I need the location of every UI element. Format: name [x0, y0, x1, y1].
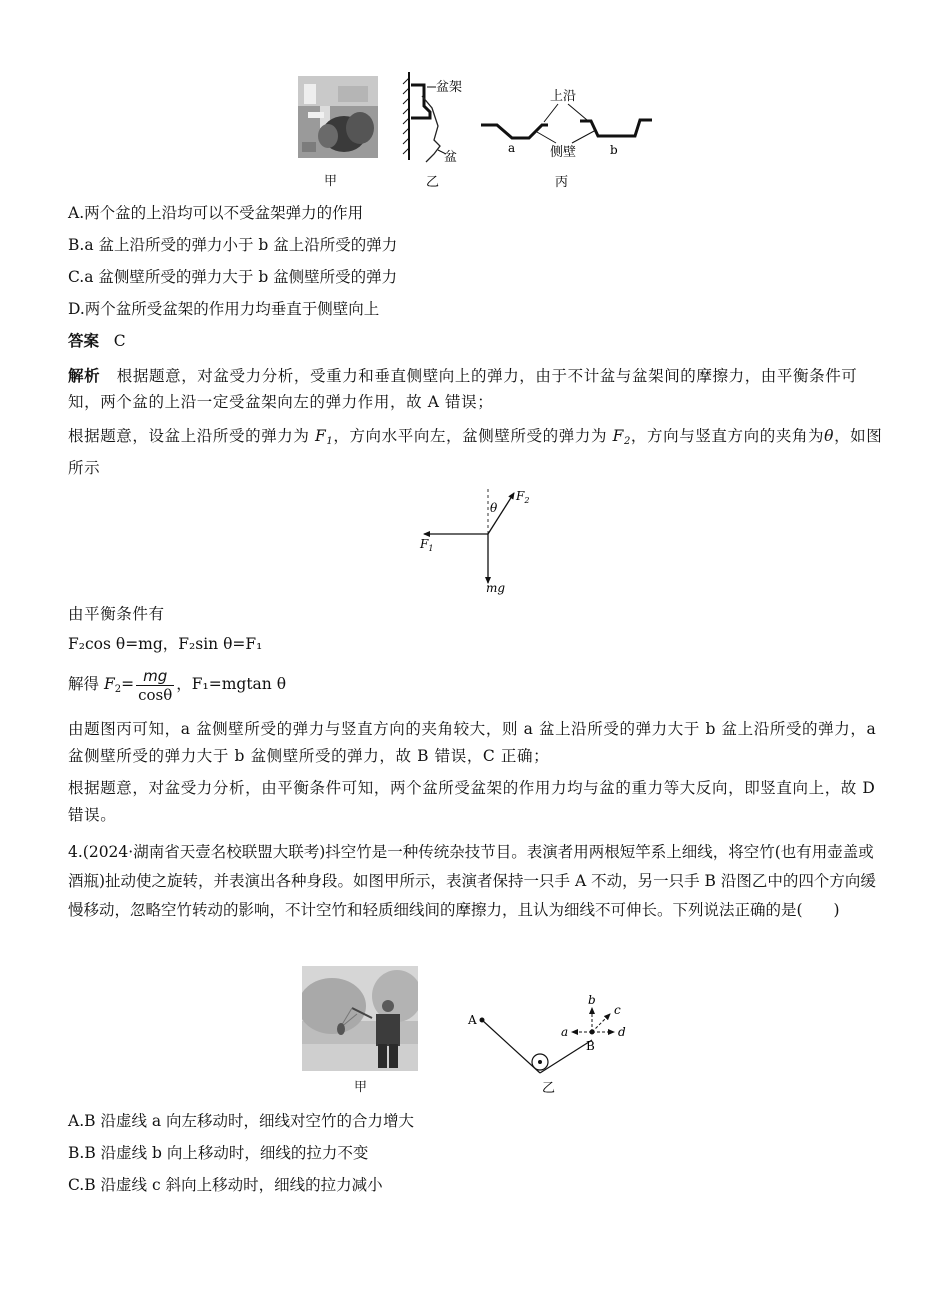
analysis-2b: ，方向水平向左，盆侧壁所受的弹力为: [333, 427, 613, 445]
solution-line: 解得 $F_2=$ $\frac{mg}{\cos\theta}$ ，F₁=mgtan θ: [68, 666, 287, 704]
label-d: d: [618, 1025, 626, 1039]
solve-prefix: 解得: [68, 675, 104, 693]
label-a: a: [561, 1025, 569, 1039]
hand-a-label: A: [468, 1013, 477, 1027]
analysis-label: 解析: [68, 367, 101, 385]
mg-label: mg: [486, 581, 506, 595]
analysis-text-1: 根据题意，对盆受力分析，受重力和垂直侧壁向上的弹力，由于不计盆与盆架间的摩擦力，由平衡条件可知，两个盆的上沿一定受盆架向左的弹力作用，故 A 错误；: [68, 367, 858, 411]
q3-option-a: A.两个盆的上沿均可以不受盆架弹力的作用: [68, 204, 364, 222]
q4-fig-yi-caption: 乙: [542, 1081, 556, 1095]
label-b: b: [588, 993, 596, 1007]
pot-rack-label: 盆架: [436, 80, 463, 95]
diabolo-diagram: [460, 990, 640, 1095]
string-right: [540, 1040, 592, 1073]
answer-value: C: [113, 332, 126, 350]
theta-label: θ: [490, 501, 498, 515]
q3-option-d: D.两个盆所受盆架的作用力均垂直于侧壁向上: [68, 300, 380, 318]
side-wall-label: 侧壁: [550, 145, 577, 160]
analysis-2c: ，方向与竖直方向的夹角为: [630, 427, 825, 445]
label-c: c: [614, 1003, 621, 1017]
f2-label: $F_2$: [516, 489, 530, 505]
theta-symbol: θ: [824, 427, 835, 445]
equation-1: F₂cos θ=mg，F₂sin θ=F₁: [68, 635, 263, 653]
fig-yi-caption: 乙: [426, 175, 440, 190]
fraction-denominator: cosθ: [138, 685, 173, 704]
solve-suffix: ，F₁=mgtan θ: [176, 675, 287, 693]
pot-b-profile: [580, 120, 652, 136]
balance-line: 由平衡条件有: [68, 605, 165, 623]
q3-analysis-3: 由题图丙可知，a 盆侧壁所受的弹力与竖直方向的夹角较大，则 a 盆上沿所受的弹力大于 b 盆上沿所受的弹力，a 盆侧壁所受的弹力大于 b 盆侧壁所受的弹力，故 B 错误，C 正确；: [68, 720, 877, 765]
q3-analysis-2: [68, 423, 883, 482]
flowerpot-photo-image: [298, 76, 378, 158]
diabolo-photo: [302, 966, 418, 1071]
f1-symbol: $F_1$: [315, 427, 334, 447]
pot-a-profile: [481, 125, 548, 138]
q3-analysis-4: 根据题意，对盆受力分析，由平衡条件可知，两个盆所受盆架的作用力均与盆的重力等大反向，即竖直向上，故 D 错误。: [68, 779, 876, 824]
fig-bing-caption: 丙: [555, 175, 569, 190]
q4-option-c: C.B 沿虚线 c 斜向上移动时，细线的拉力减小: [68, 1176, 383, 1194]
f2-symbol: $F_2$: [612, 427, 631, 447]
pot-b-label: b: [610, 143, 618, 157]
fraction: [136, 667, 174, 704]
q3-option-c: C.a 盆侧壁所受的弹力大于 b 盆侧壁所受的弹力: [68, 268, 398, 286]
analysis-2e: ，如图所示: [68, 427, 883, 477]
q4-fig-jia-caption: 甲: [354, 1080, 368, 1095]
q3-analysis-1: [68, 363, 883, 415]
answer-label: 答案: [68, 332, 100, 350]
fraction-numerator: mg: [136, 667, 174, 686]
diabolo-photo-image: [302, 966, 418, 1071]
direction-c-arrow: [592, 1014, 610, 1032]
force-diagram: [410, 480, 560, 595]
fig-jia-caption: 甲: [324, 174, 338, 189]
q3-answer: [68, 331, 126, 351]
pot-a-label: a: [508, 141, 516, 155]
pot-label: 盆: [444, 150, 458, 165]
flowerpot-photo: [298, 76, 378, 158]
upper-rim-label: 上沿: [550, 89, 577, 104]
f1-label: $F_1$: [420, 537, 434, 553]
hand-b-label: B: [586, 1039, 595, 1053]
q4-option-a: A.B 沿虚线 a 向左移动时，细线对空竹的合力增大: [68, 1112, 415, 1130]
string-left: [482, 1020, 540, 1073]
q3-option-b: B.a 盆上沿所受的弹力小于 b 盆上沿所受的弹力: [68, 236, 398, 254]
pot-rack-diagram: [400, 68, 660, 193]
analysis-2a: 根据题意，设盆上沿所受的弹力为: [68, 427, 316, 445]
q4-stem: 4.(2024·湖南省天壹名校联盟大联考)抖空竹是一种传统杂技节目。表演者用两根短竿系上细线，将空竹(也有用壶盖或酒瓶)扯动使之旋转，并表演出各种身段。如图甲所示，表演者保持一只手 A 不动，另一只手 B 沿图乙中的四个方向缓慢移动，忽略空竹转动的影响，不计空竹和轻质细线间的摩擦力，且认为细线不可伸长。下列说法正确的是( ): [68, 843, 876, 919]
q4-option-b: B.B 沿虚线 b 向上移动时，细线的拉力不变: [68, 1144, 369, 1162]
